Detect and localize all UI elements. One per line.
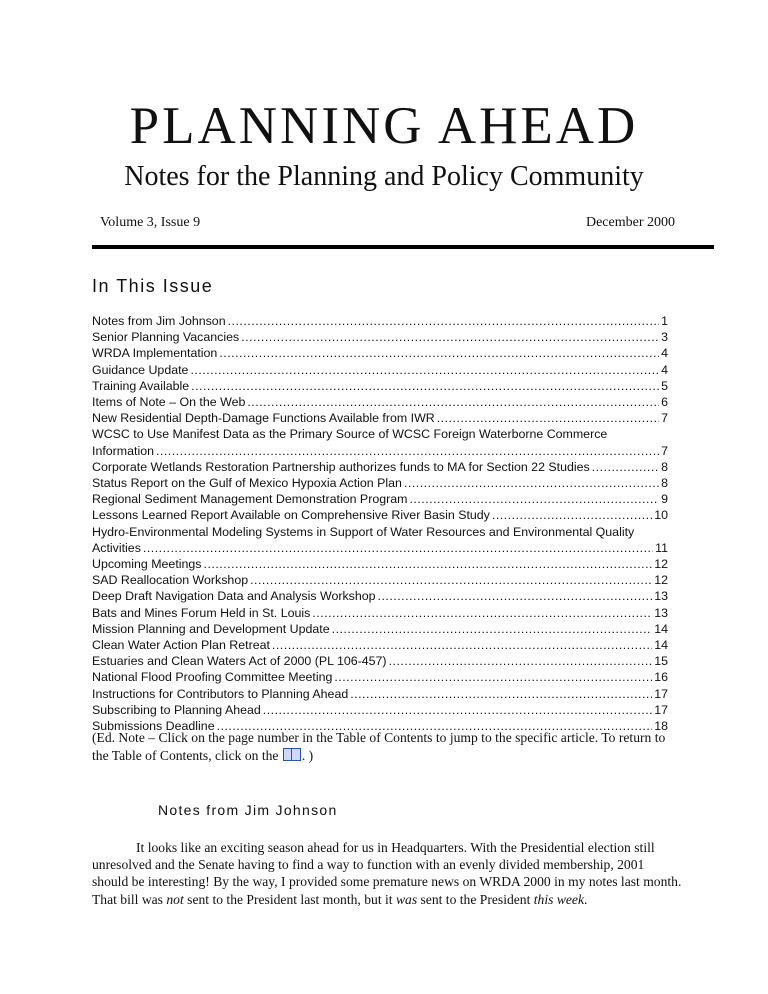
toc-entry[interactable]	[92, 459, 668, 475]
article-text-1: It looks like an exciting season ahead for us in Headquarters. With the Presidential election still unresolved and the Senate having to find a way to function with an evenly divided membership, 2001 should be interesting! By the way, I provided some premature news on WRDA 2000 in my notes last month. That bill was	[92, 840, 682, 907]
editor-note	[92, 729, 672, 765]
toc-entry[interactable]	[92, 345, 668, 361]
toc-entry[interactable]	[92, 572, 668, 588]
toc-entry[interactable]	[92, 475, 668, 491]
toc-entry-title[interactable]: Corporate Wetlands Restoration Partnership authorizes funds to MA for Section 22 Studies	[92, 459, 590, 474]
toc-leader-dots	[350, 686, 652, 702]
article-text-4: .	[584, 891, 588, 907]
toc-entry[interactable]	[92, 540, 668, 556]
toc-leader-dots	[241, 329, 659, 345]
toc-leader-dots	[389, 653, 653, 669]
issue-date: December 2000	[585, 215, 675, 230]
toc-entry[interactable]	[92, 588, 668, 604]
toc-leader-dots	[190, 362, 659, 378]
toc-leader-dots	[263, 702, 652, 718]
toc-page-number[interactable]: 4	[661, 346, 668, 361]
toc-entry-title[interactable]: Training Available	[92, 378, 190, 393]
toc-entry[interactable]	[92, 686, 668, 702]
toc-entry-title[interactable]: Deep Draft Navigation Data and Analysis Workshop	[92, 589, 376, 604]
toc-page-number[interactable]: 16	[654, 670, 668, 685]
toc-page-number[interactable]: 12	[654, 573, 668, 588]
editor-note-end: . )	[301, 748, 314, 763]
toc-entry-title[interactable]: Activities	[92, 540, 141, 555]
toc-entry[interactable]	[92, 556, 668, 572]
toc-leader-dots	[272, 637, 652, 653]
newsletter-subtitle: Notes for the Planning and Policy Community	[124, 161, 644, 192]
toc-page-number[interactable]: 18	[654, 719, 668, 734]
toc-entry[interactable]	[92, 329, 668, 345]
toc-leader-dots	[492, 507, 652, 523]
toc-page-number[interactable]: 11	[655, 540, 668, 555]
toc-leader-dots	[228, 313, 660, 329]
toc-leader-dots	[156, 443, 659, 459]
toc-entry[interactable]	[92, 362, 668, 378]
toc-entry[interactable]	[92, 313, 668, 329]
toc-page-number[interactable]: 7	[661, 411, 668, 426]
toc-leader-dots	[312, 605, 652, 621]
toc-leader-dots	[409, 491, 659, 507]
toc-leader-dots	[437, 410, 659, 426]
toc-leader-dots	[250, 572, 652, 588]
toc-leader-dots	[592, 459, 659, 475]
header-rule	[92, 245, 714, 249]
toc-entry[interactable]	[92, 394, 668, 410]
toc-page-number[interactable]: 7	[661, 443, 668, 458]
toc-entry[interactable]	[92, 637, 668, 653]
emphasis-not: not	[166, 891, 184, 907]
toc-page-number[interactable]: 1	[661, 314, 668, 328]
toc-entry[interactable]	[92, 605, 668, 621]
toc-page-number[interactable]: 17	[654, 686, 668, 701]
toc-page-number[interactable]: 10	[654, 508, 668, 523]
toc-entry[interactable]	[92, 653, 668, 669]
toc-entry-title[interactable]: Submissions Deadline	[92, 719, 215, 734]
toc-entry[interactable]	[92, 410, 668, 426]
toc-page-number[interactable]: 13	[654, 605, 668, 620]
toc-entry-title[interactable]: Clean Water Action Plan Retreat	[92, 638, 270, 653]
toc-entry-title[interactable]: Notes from Jim Johnson	[92, 314, 226, 328]
toc-entry[interactable]	[92, 507, 668, 523]
toc-leader-dots	[143, 540, 653, 556]
toc-entry-title[interactable]: Hydro-Environmental Modeling Systems in Support of Water Resources and Environmental Quality	[92, 524, 635, 539]
toc-entry-title[interactable]: WCSC to Use Manifest Data as the Primary Source of WCSC Foreign Waterborne Commerce	[92, 427, 608, 442]
toc-entry-title[interactable]: Upcoming Meetings	[92, 557, 202, 572]
toc-leader-dots	[378, 588, 653, 604]
toc-entry-title[interactable]: Guidance Update	[92, 362, 189, 377]
toc-entry[interactable]	[92, 702, 668, 718]
toc-leader-dots	[247, 394, 659, 410]
table-of-contents	[92, 313, 668, 734]
toc-page-number[interactable]: 14	[654, 638, 668, 653]
toc-page-number[interactable]: 5	[661, 378, 668, 393]
toc-entry-title[interactable]: Items of Note – On the Web	[92, 395, 246, 410]
toc-leader-dots	[191, 378, 659, 394]
volume-issue: Volume 3, Issue 9	[100, 215, 201, 230]
toc-entry-title[interactable]: Regional Sediment Management Demonstration Program	[92, 492, 408, 507]
toc-entry-title[interactable]: SAD Reallocation Workshop	[92, 573, 249, 588]
toc-entry-title[interactable]: Subscribing to Planning Ahead	[92, 702, 261, 717]
toc-page-number[interactable]: 13	[654, 589, 668, 604]
toc-leader-dots	[219, 345, 659, 361]
toc-entry-title[interactable]: Senior Planning Vacancies	[92, 330, 240, 345]
toc-entry-title[interactable]: National Flood Proofing Committee Meeting	[92, 670, 333, 685]
toc-entry-title[interactable]: Instructions for Contributors to Planning Ahead	[92, 686, 349, 701]
toc-page-number[interactable]: 4	[661, 362, 668, 377]
toc-page-number[interactable]: 15	[654, 654, 668, 669]
toc-entry-title[interactable]: Mission Planning and Development Update	[92, 621, 330, 636]
article-heading: Notes from Jim Johnson	[158, 802, 338, 818]
toc-entry-title[interactable]: Information	[92, 443, 154, 458]
article-paragraph	[92, 839, 682, 908]
toc-heading: In This Issue	[92, 276, 214, 296]
toc-page-number[interactable]: 3	[661, 330, 668, 345]
toc-page-number[interactable]: 6	[661, 395, 668, 410]
article-text-2: sent to the President last month, but it	[183, 891, 396, 907]
toc-page-number[interactable]: 12	[654, 557, 668, 572]
toc-entry[interactable]	[92, 443, 668, 459]
emphasis-this-week: this week	[533, 891, 584, 907]
toc-entry-title[interactable]: Bats and Mines Forum Held in St. Louis	[92, 605, 311, 620]
toc-page-number[interactable]: 9	[661, 492, 668, 507]
toc-entry[interactable]	[92, 621, 668, 637]
toc-entry[interactable]	[92, 378, 668, 394]
toc-entry-title[interactable]: New Residential Depth-Damage Functions Available from IWR	[92, 411, 435, 426]
toc-page-number[interactable]: 8	[661, 476, 668, 491]
toc-page-number[interactable]: 14	[654, 621, 668, 636]
toc-leader-dots	[334, 669, 652, 685]
toc-leader-dots	[332, 621, 653, 637]
toc-entry-title[interactable]: Status Report on the Gulf of Mexico Hypoxia Action Plan	[92, 476, 402, 491]
toc-entry[interactable]	[92, 491, 668, 507]
article-text-3: sent to the President	[417, 891, 534, 907]
toc-entry-title[interactable]: Estuaries and Clean Waters Act of 2000 (PL 106-457)	[92, 654, 387, 669]
emphasis-was: was	[395, 891, 418, 907]
newsletter-title: PLANNING AHEAD	[129, 97, 639, 155]
toc-page-number[interactable]: 8	[661, 459, 668, 474]
toc-leader-dots	[204, 556, 653, 572]
toc-entry-title[interactable]: WRDA Implementation	[92, 346, 218, 361]
toc-entry[interactable]	[92, 669, 668, 685]
editor-note-text: (Ed. Note – Click on the page number in the Table of Contents to jump to the specific article. To return to the Table of Contents, click on the	[92, 730, 666, 763]
toc-leader-dots	[404, 475, 659, 491]
book-icon[interactable]	[283, 748, 301, 761]
toc-entry-title[interactable]: Lessons Learned Report Available on Comprehensive River Basin Study	[92, 508, 490, 523]
toc-page-number[interactable]: 17	[654, 702, 668, 717]
